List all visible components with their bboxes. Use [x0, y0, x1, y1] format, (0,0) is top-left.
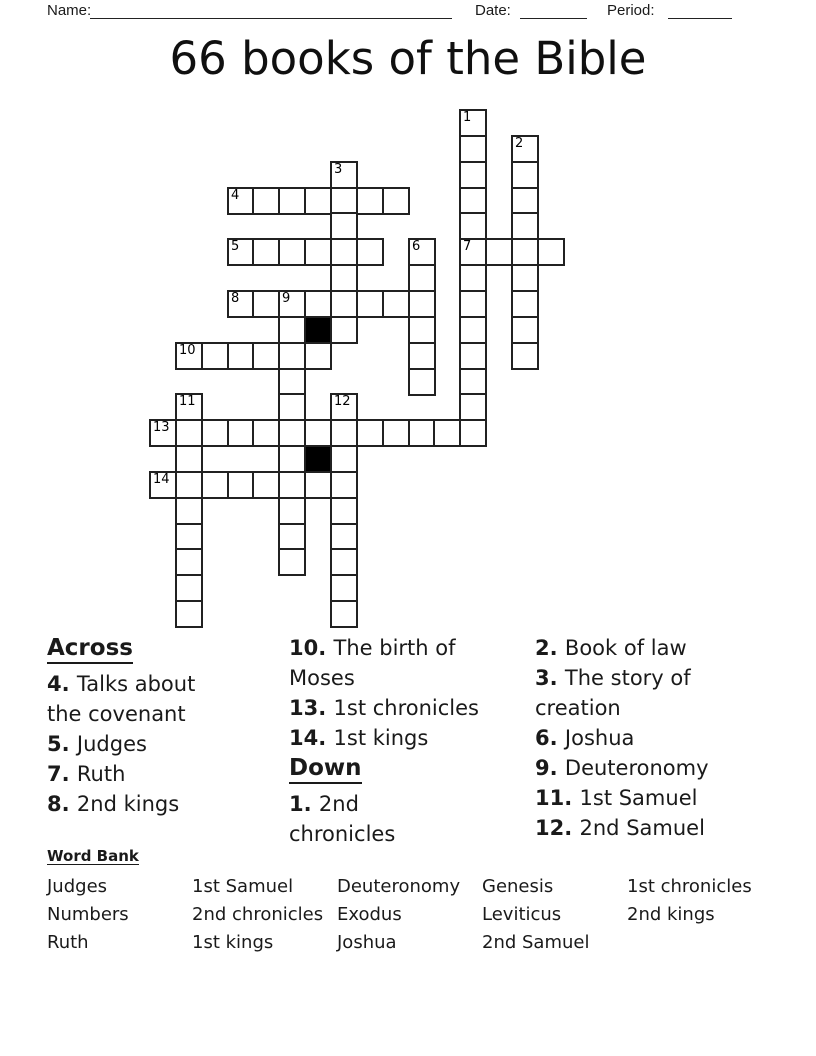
cell-number: 14 — [153, 472, 170, 487]
word-bank-item: 2nd kings — [627, 904, 715, 925]
grid-cell[interactable] — [459, 316, 487, 344]
grid-cell[interactable] — [175, 497, 203, 525]
grid-cell[interactable] — [278, 187, 306, 215]
word-bank-item: Exodus — [337, 904, 402, 925]
grid-cell[interactable] — [511, 316, 539, 344]
grid-cell[interactable] — [511, 161, 539, 189]
grid-cell[interactable] — [330, 238, 358, 266]
clue-13: 13. 1st chronicles — [289, 696, 479, 720]
grid-cell[interactable] — [330, 212, 358, 240]
grid-cell[interactable] — [356, 290, 384, 318]
grid-cell[interactable] — [537, 238, 565, 266]
grid-cell[interactable] — [252, 290, 280, 318]
grid-cell[interactable] — [330, 419, 358, 447]
black-cell — [304, 316, 332, 344]
word-bank-item: 1st Samuel — [192, 876, 294, 897]
grid-cell[interactable] — [175, 393, 203, 421]
grid-cell[interactable] — [485, 238, 513, 266]
black-cell — [304, 445, 332, 473]
grid-cell[interactable] — [459, 187, 487, 215]
grid-cell[interactable] — [278, 368, 306, 396]
grid-cell[interactable] — [408, 419, 436, 447]
word-bank-item: Joshua — [337, 932, 397, 953]
grid-cell[interactable] — [175, 445, 203, 473]
word-bank-item: Deuteronomy — [337, 876, 461, 897]
word-bank-item: 1st chronicles — [627, 876, 752, 897]
word-bank-item: 2nd Samuel — [482, 932, 590, 953]
cell-number: 4 — [231, 188, 240, 203]
grid-cell[interactable] — [278, 238, 306, 266]
grid-cell[interactable] — [304, 471, 332, 499]
word-bank-item: Numbers — [47, 904, 129, 925]
clue-number: 13. — [289, 696, 334, 720]
grid-cell[interactable] — [175, 574, 203, 602]
grid-cell[interactable] — [227, 419, 255, 447]
clue-number: 12. — [535, 816, 580, 840]
clue-14: 14. 1st kings — [289, 726, 429, 750]
period-blank-line[interactable] — [668, 2, 732, 19]
grid-cell[interactable] — [459, 212, 487, 240]
word-bank-item: 1st kings — [192, 932, 274, 953]
cell-number: 8 — [231, 291, 240, 306]
grid-cell[interactable] — [201, 342, 229, 370]
word-bank-heading — [47, 846, 772, 864]
grid-cell[interactable] — [149, 419, 177, 447]
cell-number: 3 — [334, 162, 343, 177]
word-bank — [47, 846, 772, 957]
grid-cell[interactable] — [304, 342, 332, 370]
cell-number: 9 — [282, 291, 291, 306]
clue-1: 1. 2nd — [289, 792, 359, 816]
grid-cell[interactable] — [227, 342, 255, 370]
clue-1-cont: chronicles — [289, 822, 396, 846]
grid-cell[interactable] — [382, 290, 410, 318]
grid-cell[interactable] — [433, 419, 461, 447]
clue-number: 10. — [289, 636, 334, 660]
grid-cell[interactable] — [356, 187, 384, 215]
word-bank-item: 2nd chronicles — [192, 904, 324, 925]
grid-cell[interactable] — [278, 471, 306, 499]
grid-cell[interactable] — [330, 600, 358, 628]
grid-cell[interactable] — [278, 445, 306, 473]
grid-cell[interactable] — [175, 523, 203, 551]
grid-cell[interactable] — [511, 212, 539, 240]
grid-cell[interactable] — [408, 264, 436, 292]
grid-cell[interactable] — [252, 187, 280, 215]
grid-cell[interactable] — [408, 342, 436, 370]
word-bank-heading-text: Word Bank — [47, 847, 139, 865]
cell-number: 12 — [334, 394, 351, 409]
grid-cell[interactable] — [252, 419, 280, 447]
grid-cell[interactable] — [330, 523, 358, 551]
grid-cell[interactable] — [356, 419, 384, 447]
cell-number: 5 — [231, 239, 240, 254]
grid-cell[interactable] — [459, 393, 487, 421]
grid-cell[interactable] — [408, 368, 436, 396]
grid-cell[interactable] — [175, 419, 203, 447]
grid-cell[interactable] — [459, 264, 487, 292]
grid-cell[interactable] — [304, 238, 332, 266]
cell-number: 2 — [515, 136, 524, 151]
word-bank-item: Judges — [47, 876, 108, 897]
clue-4-cont: the covenant — [47, 702, 186, 726]
clue-3-cont: creation — [535, 696, 621, 720]
clue-number: 1. — [289, 792, 319, 816]
clue-number: 4. — [47, 672, 77, 696]
grid-cell[interactable] — [330, 316, 358, 344]
name-label: Name: — [47, 2, 92, 19]
grid-cell[interactable] — [459, 419, 487, 447]
grid-cell[interactable] — [175, 548, 203, 576]
clue-number: 2. — [535, 636, 565, 660]
clue-2: 2. Book of law — [535, 636, 687, 660]
cell-number: 10 — [179, 343, 196, 358]
grid-cell[interactable] — [278, 316, 306, 344]
grid-cell[interactable] — [382, 187, 410, 215]
clue-number: 14. — [289, 726, 334, 750]
grid-cell[interactable] — [278, 497, 306, 525]
grid-cell[interactable] — [304, 187, 332, 215]
grid-cell[interactable] — [511, 290, 539, 318]
clues-column-3 — [535, 633, 777, 843]
grid-cell[interactable] — [459, 342, 487, 370]
grid-cell[interactable] — [330, 290, 358, 318]
clue-number: 6. — [535, 726, 565, 750]
clue-7: 7. Ruth — [47, 762, 126, 786]
clue-9: 9. Deuteronomy — [535, 756, 709, 780]
cell-number: 13 — [153, 420, 170, 435]
grid-cell[interactable] — [278, 342, 306, 370]
clue-number: 8. — [47, 792, 77, 816]
date-label: Date: — [475, 2, 511, 19]
grid-cell[interactable] — [511, 187, 539, 215]
date-blank-line[interactable] — [520, 2, 587, 19]
grid-cell[interactable] — [330, 161, 358, 189]
grid-cell[interactable] — [356, 238, 384, 266]
grid-cell[interactable] — [252, 471, 280, 499]
grid-cell[interactable] — [330, 548, 358, 576]
cell-number: 1 — [463, 110, 472, 125]
grid-cell[interactable] — [149, 471, 177, 499]
grid-cell[interactable] — [252, 238, 280, 266]
grid-cell[interactable] — [511, 264, 539, 292]
grid-cell[interactable] — [408, 290, 436, 318]
grid-cell[interactable] — [408, 238, 436, 266]
cell-number: 7 — [463, 239, 472, 254]
clue-number: 5. — [47, 732, 77, 756]
grid-cell[interactable] — [511, 238, 539, 266]
grid-cell[interactable] — [459, 368, 487, 396]
clue-10: 10. The birth of — [289, 636, 456, 660]
grid-cell[interactable] — [330, 471, 358, 499]
grid-cell[interactable] — [278, 393, 306, 421]
word-bank-item: Ruth — [47, 932, 89, 953]
name-blank-line[interactable] — [90, 2, 452, 19]
clue-5: 5. Judges — [47, 732, 147, 756]
grid-cell[interactable] — [459, 290, 487, 318]
grid-cell[interactable] — [511, 342, 539, 370]
grid-cell[interactable] — [227, 290, 255, 318]
page-title: 66 books of the Bible — [169, 32, 647, 85]
grid-cell[interactable] — [278, 290, 306, 318]
clues-column-1 — [47, 633, 289, 819]
across-heading — [47, 633, 289, 663]
grid-cell[interactable] — [330, 445, 358, 473]
grid-cell[interactable] — [459, 135, 487, 163]
word-bank-item: Genesis — [482, 876, 554, 897]
period-label: Period: — [607, 2, 655, 19]
grid-cell[interactable] — [252, 342, 280, 370]
clue-8: 8. 2nd kings — [47, 792, 180, 816]
clue-number: 9. — [535, 756, 565, 780]
grid-cell[interactable] — [382, 419, 410, 447]
clue-number: 7. — [47, 762, 77, 786]
clue-4: 4. Talks about — [47, 672, 196, 696]
grid-cell[interactable] — [459, 238, 487, 266]
grid-cell[interactable] — [330, 187, 358, 215]
clue-3: 3. The story of — [535, 666, 691, 690]
grid-cell[interactable] — [227, 238, 255, 266]
clue-11: 11. 1st Samuel — [535, 786, 698, 810]
grid-cell[interactable] — [511, 135, 539, 163]
grid-cell[interactable] — [227, 471, 255, 499]
clue-number: 3. — [535, 666, 565, 690]
word-bank-item: Leviticus — [482, 904, 562, 925]
word-bank-list — [47, 873, 772, 957]
grid-cell[interactable] — [175, 342, 203, 370]
grid-cell[interactable] — [304, 419, 332, 447]
clue-12: 12. 2nd Samuel — [535, 816, 705, 840]
grid-cell[interactable] — [459, 161, 487, 189]
grid-cell[interactable] — [175, 600, 203, 628]
grid-cell[interactable] — [330, 393, 358, 421]
cell-number: 6 — [412, 239, 421, 254]
down-heading-text: Down — [289, 755, 362, 784]
grid-cell[interactable] — [175, 471, 203, 499]
grid-cell[interactable] — [278, 419, 306, 447]
grid-cell[interactable] — [201, 419, 229, 447]
grid-cell[interactable] — [304, 290, 332, 318]
clue-number: 11. — [535, 786, 580, 810]
cell-number: 11 — [179, 394, 196, 409]
grid-cell[interactable] — [227, 187, 255, 215]
clue-10-cont: Moses — [289, 666, 355, 690]
clues-column-2 — [289, 633, 531, 849]
grid-cell[interactable] — [330, 497, 358, 525]
grid-cell[interactable] — [408, 316, 436, 344]
clue-6: 6. Joshua — [535, 726, 635, 750]
grid-cell[interactable] — [278, 523, 306, 551]
grid-cell[interactable] — [330, 574, 358, 602]
grid-cell[interactable] — [459, 109, 487, 137]
down-heading — [289, 753, 531, 783]
grid-cell[interactable] — [201, 471, 229, 499]
grid-cell[interactable] — [330, 264, 358, 292]
crossword-grid — [150, 110, 570, 635]
grid-cell[interactable] — [278, 548, 306, 576]
across-heading-text: Across — [47, 635, 133, 664]
